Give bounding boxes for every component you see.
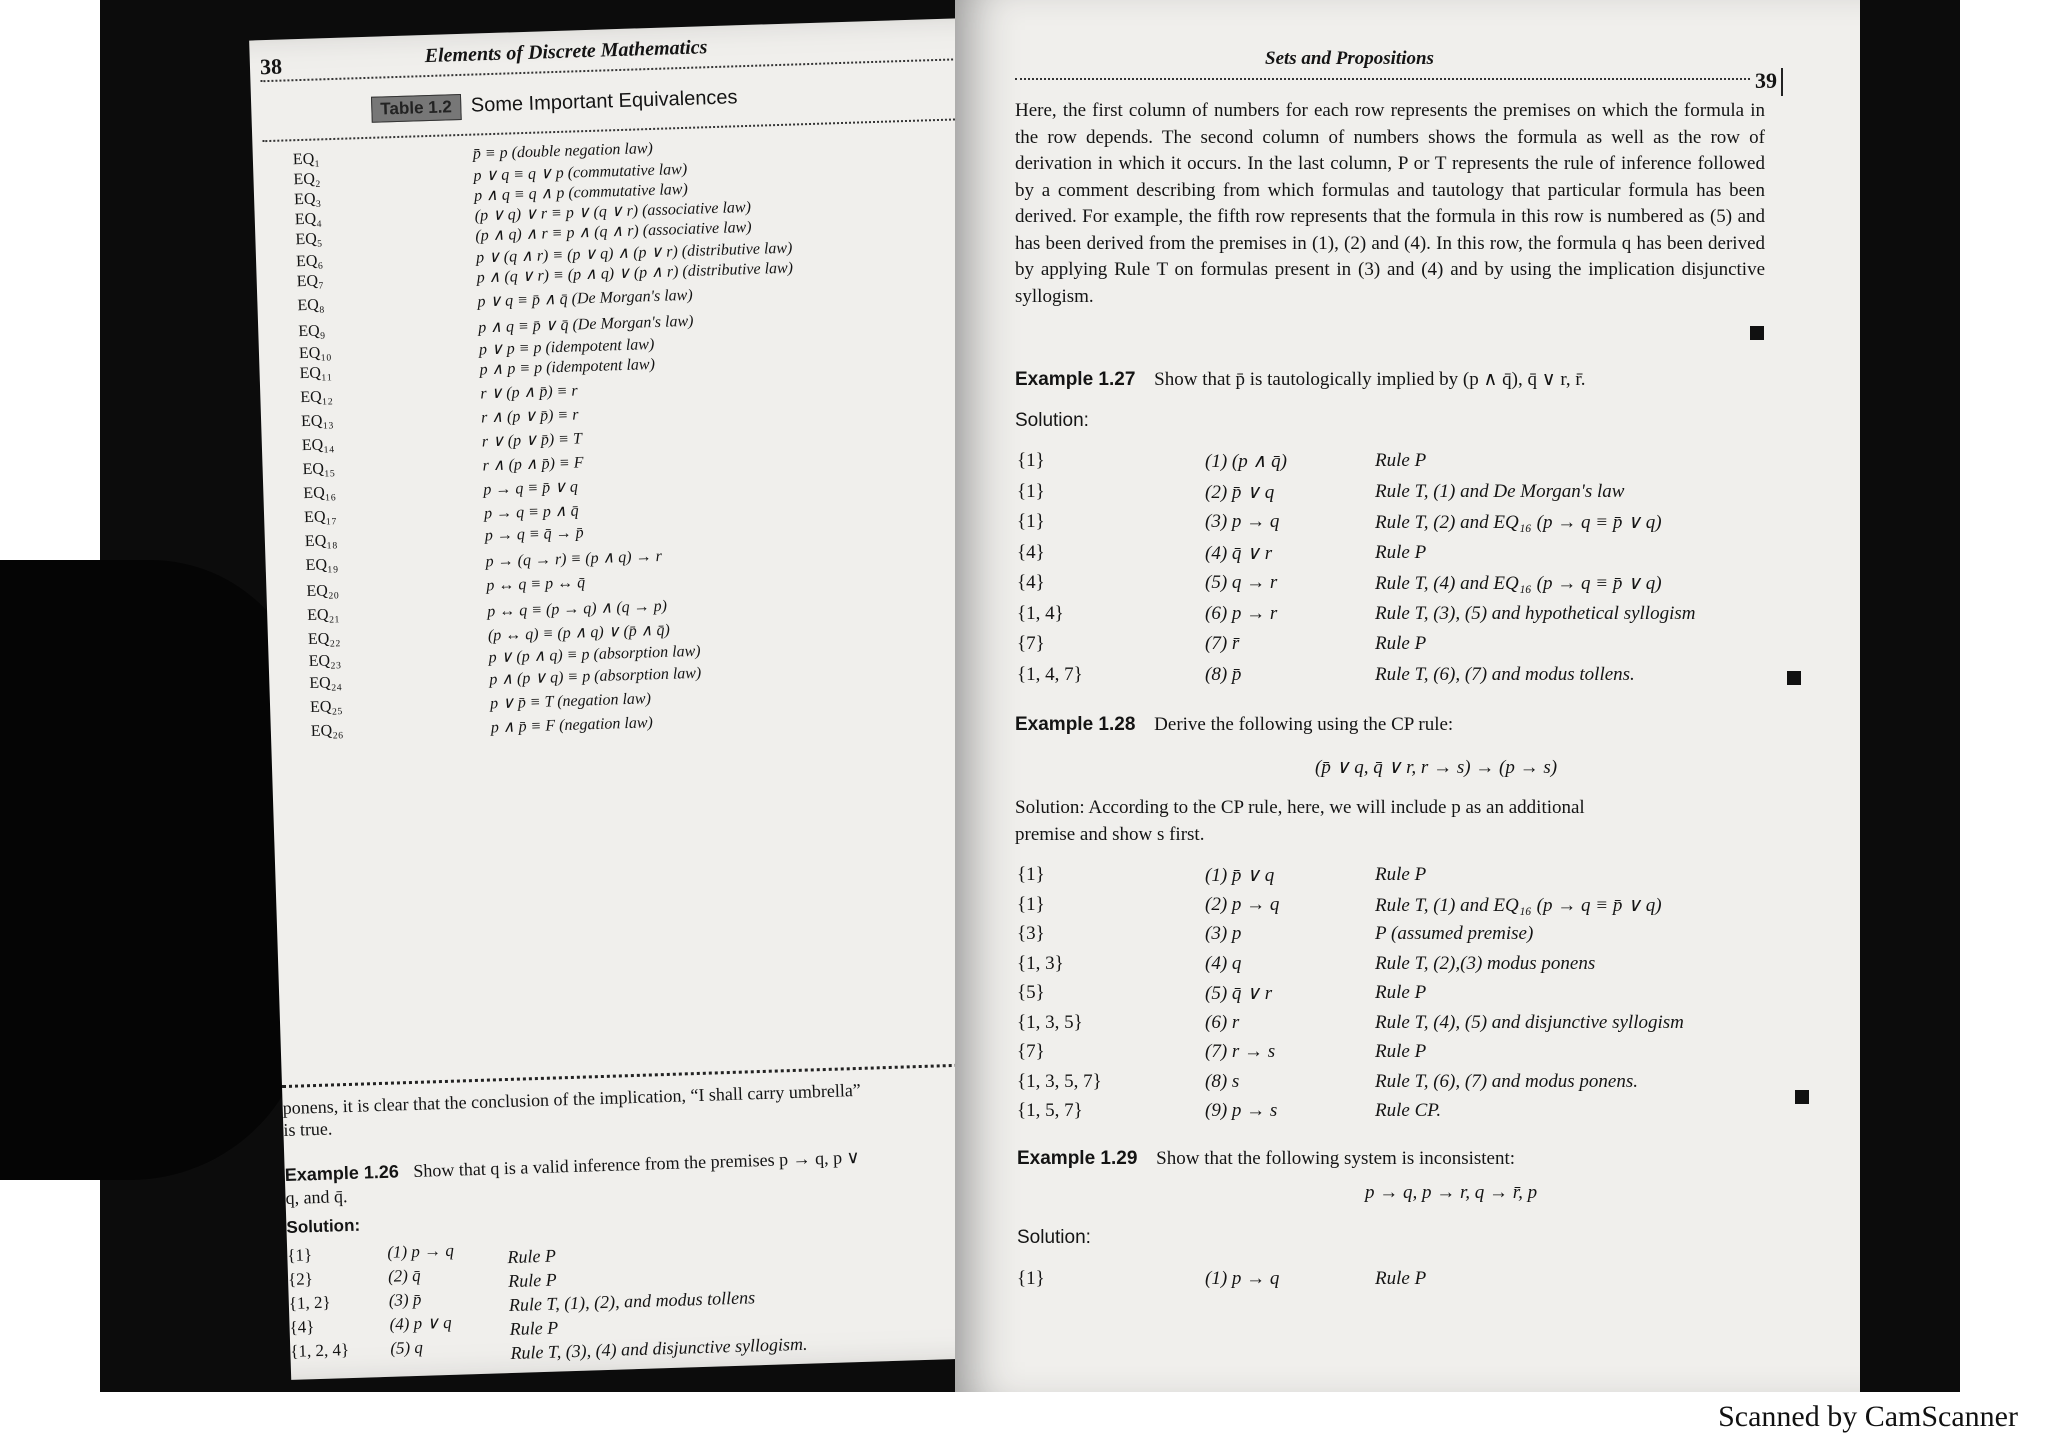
derivation-rule: Rule T, (1), (2), and modus tollens xyxy=(508,1287,756,1316)
derivation-formula: (4) q̄ ∨ r xyxy=(1205,542,1273,564)
table-label: Table 1.2 xyxy=(371,94,461,123)
camscanner-watermark: Scanned by CamScanner xyxy=(1718,1400,2018,1433)
derivation-rule: P (assumed premise) xyxy=(1375,923,1534,944)
equivalence-formula: p ∧ (p ∨ q) ≡ p (absorption law) xyxy=(489,664,702,689)
derivation-premise-set: {1} xyxy=(1017,511,1045,532)
equivalence-formula: p → q ≡ p̄ ∨ q xyxy=(483,478,579,499)
equivalence-id: EQ₁₄ xyxy=(301,436,335,455)
derivation-formula: (1) p → q xyxy=(386,1240,455,1262)
derivation-premise-set: {2} xyxy=(287,1269,314,1289)
equivalence-formula: r ∧ (p ∨ p̄) ≡ r xyxy=(480,406,579,427)
equivalence-formula: p ↔ q ≡ (p → q) ∧ (q → p) xyxy=(486,597,668,621)
equivalence-formula: (p ∧ q) ∧ r ≡ p ∧ (q ∧ r) (associative law) xyxy=(475,218,752,245)
equivalence-id: EQ₉ xyxy=(298,322,326,341)
derivation-formula: (3) p̄ xyxy=(388,1289,422,1310)
derivation-premise-set: {4} xyxy=(1017,572,1045,593)
example-1-28-label: Example 1.28 xyxy=(1015,714,1136,735)
example-1-26-label: Example 1.26 xyxy=(284,1161,400,1186)
example-1-28-heading xyxy=(1015,714,1453,736)
derivation-rule: Rule T, (4) and EQ₁₆ (p → q ≡ p̄ ∨ q) xyxy=(1375,573,1662,594)
derivation-premise-set: {1} xyxy=(1017,450,1045,471)
left-page xyxy=(249,16,1071,1380)
equivalence-id: EQ₁₂ xyxy=(300,388,334,407)
example-1-27-end-mark xyxy=(1787,671,1801,690)
derivation-premise-set: {1, 2, 4} xyxy=(290,1340,350,1361)
derivation-premise-set: {4} xyxy=(1017,541,1045,563)
derivation-formula: (7) r̄ xyxy=(1205,633,1240,654)
equivalence-id: EQ₂₁ xyxy=(306,606,340,625)
equivalence-formula: p ∨ p̄ ≡ T (negation law) xyxy=(489,690,652,713)
derivation-rule: Rule P xyxy=(1375,864,1427,885)
derivation-rule: Rule T, (1) and De Morgan's law xyxy=(1375,480,1625,502)
equivalence-formula: p ∧ p̄ ≡ F (negation law) xyxy=(490,714,654,737)
derivation-formula: (5) q̄ ∨ r xyxy=(1205,983,1273,1004)
derivation-rule: Rule P xyxy=(1375,633,1427,654)
example-1-27-text: Show that p̄ is tautologically implied by (p ∧ q̄), q̄ ∨ r, r̄. xyxy=(1154,369,1586,390)
derivation-rule: Rule T, (6), (7) and modus ponens. xyxy=(1375,1070,1638,1092)
example-1-28-text: Derive the following using the CP rule: xyxy=(1154,714,1454,735)
example-1-29-text: Show that the following system is inconsistent: xyxy=(1156,1148,1516,1169)
equivalence-id: EQ₂₅ xyxy=(309,697,343,716)
derivation-premise-set: {1, 3} xyxy=(1017,952,1064,974)
derivation-premise-set: {1} xyxy=(1017,864,1045,885)
example-1-26-heading xyxy=(284,1147,860,1186)
derivation-formula: (5) q xyxy=(389,1337,424,1358)
derivation-formula: (7) r → s xyxy=(1205,1041,1276,1062)
equivalence-formula: (p ↔ q) ≡ (p ∧ q) ∨ (p̄ ∧ q̄) xyxy=(487,621,671,645)
derivation-premise-set: {1, 3, 5, 7} xyxy=(1017,1070,1102,1092)
equivalence-id: EQ₂₄ xyxy=(309,673,343,693)
equivalence-formula: p ↔ q ≡ p ↔ q̄ xyxy=(486,574,586,595)
equivalence-id: EQ₁₅ xyxy=(302,460,336,479)
derivation-formula: (2) q̄ xyxy=(387,1265,421,1286)
left-page-number: 38 xyxy=(259,53,283,80)
equivalence-id: EQ₁₇ xyxy=(303,508,337,527)
table-title: Some Important Equivalences xyxy=(470,86,738,117)
equivalence-id: EQ₂ xyxy=(293,170,321,189)
derivation-premise-set: {7} xyxy=(1017,633,1045,654)
equivalence-formula: p ∧ (q ∨ r) ≡ (p ∧ q) ∨ (p ∧ r) (distributive law) xyxy=(476,259,794,287)
derivation-formula: (3) p → q xyxy=(1205,511,1280,532)
derivation-rule: Rule P xyxy=(1375,1268,1427,1289)
derivation-premise-set: {1} xyxy=(1017,480,1045,502)
equivalence-formula: p ∧ q ≡ p̄ ∨ q̄ (De Morgan's law) xyxy=(478,312,694,337)
derivation-formula: (3) p xyxy=(1205,923,1242,944)
intro-paragraph: Here, the first column of numbers for each row represents the premises on which the formula in the row depends. The second column of numbers shows the formula as well as the row of derivation in which it occurs. In the last column, P or T represents the rule of inference followed by a comment describing from which formulas and tautology that particular formula has been derived. For example, the fifth row represents that the formula in this row is numbered as (5) and has been derived from the premises in (1), (2) and (4). In this row, the formula q has been derived by applying Rule T on formulas present in (3) and (4) and by using the implication disjunctive syllogism. xyxy=(1015,100,1765,307)
example-1-28-end-mark xyxy=(1795,1090,1809,1109)
right-page-number: 39 xyxy=(1755,68,1777,93)
derivation-rule: Rule T, (2) and EQ₁₆ (p → q ≡ p̄ ∨ q) xyxy=(1375,512,1662,533)
example-1-28-solution-line-2: premise and show s first. xyxy=(1015,824,1205,845)
derivation-premise-set: {1, 5, 7} xyxy=(1017,1100,1083,1121)
example-1-27-heading xyxy=(1015,368,1585,391)
intro-end-mark xyxy=(1750,326,1764,345)
equivalence-id: EQ₃ xyxy=(293,190,322,209)
right-header-bar xyxy=(1781,68,1783,96)
derivation-premise-set: {1, 4} xyxy=(1017,602,1064,624)
derivation-rule: Rule T, (3), (4) and disjunctive syllogism. xyxy=(510,1333,808,1364)
equivalence-formula: p → (q → r) ≡ (p ∧ q) → r xyxy=(485,547,663,571)
derivation-rule: Rule P xyxy=(1375,982,1427,1003)
example-1-28-formula: (p̄ ∨ q, q̄ ∨ r, r → s) → (p → s) xyxy=(1315,757,1558,778)
derivation-formula: (2) p → q xyxy=(1205,893,1280,915)
equivalence-id: EQ₁₈ xyxy=(304,532,338,551)
derivation-rule: Rule P xyxy=(509,1317,559,1340)
derivation-rule: Rule T, (3), (5) and hypothetical syllogism xyxy=(1375,602,1696,624)
example-1-26-text: Show that q is a valid inference from the premises p → q, p ∨ xyxy=(412,1146,860,1181)
derivation-rule: Rule T, (6), (7) and modus tollens. xyxy=(1375,663,1635,685)
derivation-rule: Rule P xyxy=(1375,1041,1427,1062)
derivation-premise-set: {5} xyxy=(1017,982,1045,1003)
equivalence-formula: p ∨ q ≡ q ∨ p (commutative law) xyxy=(473,160,688,185)
equivalence-id: EQ₇ xyxy=(296,272,324,291)
equivalence-formula: p ∧ p ≡ p (idempotent law) xyxy=(479,355,656,379)
derivation-premise-set: {1, 4, 7} xyxy=(1017,663,1083,685)
derivation-rule: Rule T, (4), (5) and disjunctive syllogism xyxy=(1375,1011,1684,1033)
equivalence-id: EQ₂₃ xyxy=(308,652,342,671)
example-1-29-heading xyxy=(1017,1148,1515,1170)
derivation-premise-set: {1, 2} xyxy=(288,1292,331,1313)
thumb-shadow xyxy=(0,560,310,1180)
equivalence-id: EQ₅ xyxy=(295,230,323,249)
equivalence-id: EQ₁₆ xyxy=(303,484,337,503)
equivalence-id: EQ₂₂ xyxy=(307,630,341,649)
equivalence-id: EQ₁₃ xyxy=(300,412,334,431)
equivalence-id: EQ₁₉ xyxy=(305,556,339,575)
derivation-premise-set: {1, 3, 5} xyxy=(1017,1011,1083,1033)
equivalence-formula: (p ∨ q) ∨ r ≡ p ∨ (q ∨ r) (associative law) xyxy=(474,198,752,225)
derivation-formula: (2) p̄ ∨ q xyxy=(1205,481,1275,503)
equivalence-id: EQ₁₁ xyxy=(299,364,333,383)
derivation-formula: (6) r xyxy=(1205,1011,1240,1033)
example-1-28-solution-line-1: Solution: According to the CP rule, here, we will include p as an additional xyxy=(1015,797,1585,818)
equivalence-formula: p̄̄ ≡ p (double negation law) xyxy=(472,139,654,163)
derivation-formula: (4) p ∨ q xyxy=(389,1312,452,1334)
derivation-premise-set: {4} xyxy=(289,1317,315,1337)
derivation-premise-set: {7} xyxy=(1017,1041,1045,1062)
derivation-rule: Rule P xyxy=(507,1269,558,1292)
derivation-formula: (1) (p ∧ q̄) xyxy=(1205,451,1287,472)
equivalence-formula: r ∧ (p ∧ p̄) ≡ F xyxy=(482,454,584,475)
equivalence-formula: p ∨ (p ∧ q) ≡ p (absorption law) xyxy=(488,642,701,667)
derivation-rule: Rule P xyxy=(1375,450,1427,471)
derivation-premise-set: {3} xyxy=(1017,923,1045,944)
example-1-29-solution-label: Solution: xyxy=(1017,1227,1091,1248)
ponens-line-2: is true. xyxy=(283,1118,333,1141)
right-page xyxy=(955,0,1860,1392)
equivalence-id: EQ₂₀ xyxy=(306,582,340,601)
derivation-formula: (1) p → q xyxy=(1205,1268,1280,1289)
table-caption xyxy=(371,85,738,122)
equivalence-formula: r ∨ (p ∨ p̄) ≡ T xyxy=(481,430,583,451)
equivalence-formula: p ∧ q ≡ q ∧ p (commutative law) xyxy=(473,180,689,205)
derivation-rule: Rule P xyxy=(1375,541,1427,563)
equivalence-id: EQ₁ xyxy=(292,150,321,169)
derivation-premise-set: {1} xyxy=(287,1245,313,1265)
derivation-premise-set: {1} xyxy=(1017,893,1045,915)
example-1-26-solution-label: Solution: xyxy=(286,1215,361,1237)
example-1-27-label: Example 1.27 xyxy=(1015,369,1136,390)
equivalence-formula: p ∨ p ≡ p (idempotent law) xyxy=(478,336,655,359)
equivalence-formula: p ∨ q ≡ p̄ ∧ q̄ (De Morgan's law) xyxy=(477,286,693,311)
derivation-premise-set: {1} xyxy=(1017,1268,1045,1289)
equivalence-formula: p → q ≡ p ∧ q̄ xyxy=(483,502,579,523)
derivation-formula: (8) s xyxy=(1205,1070,1240,1092)
example-1-29-label: Example 1.29 xyxy=(1017,1148,1138,1169)
equivalence-id: EQ₂₆ xyxy=(310,721,344,740)
derivation-rule: Rule T, (2),(3) modus ponens xyxy=(1375,952,1596,974)
equivalence-id: EQ₈ xyxy=(297,296,325,315)
equivalence-formula: p → q ≡ q̄ → p̄ xyxy=(484,524,584,545)
derivation-formula: (4) q xyxy=(1205,952,1242,974)
derivation-formula: (6) p → r xyxy=(1205,602,1278,624)
table-bottom-rule xyxy=(282,1061,1062,1088)
derivation-rule: Rule CP. xyxy=(1375,1100,1442,1121)
example-1-29-formula: p → q, p → r, q → r̄, p xyxy=(1365,1182,1538,1203)
equivalence-id: EQ₆ xyxy=(295,252,324,271)
equivalence-id: EQ₁₀ xyxy=(298,344,332,363)
example-1-26-text-2: q, and q̄. xyxy=(285,1186,348,1209)
derivation-formula: (9) p → s xyxy=(1205,1100,1278,1121)
equivalence-id: EQ₄ xyxy=(294,210,322,229)
right-running-head: Sets and Propositions xyxy=(1265,48,1434,69)
derivation-formula: (8) p̄ xyxy=(1205,663,1242,685)
equivalence-formula: r ∨ (p ∧ p̄) ≡ r xyxy=(480,382,578,403)
derivation-rule: Rule P xyxy=(507,1245,557,1268)
equivalence-formula: p ∨ (q ∧ r) ≡ (p ∨ q) ∧ (p ∨ r) (distributive law) xyxy=(475,239,793,267)
derivation-formula: (1) p̄ ∨ q xyxy=(1205,865,1275,886)
derivation-rule: Rule T, (1) and EQ₁₆ (p → q ≡ p̄ ∨ q) xyxy=(1375,894,1662,916)
ponens-line-1: ponens, it is clear that the conclusion of the implication, “I shall carry umbrella” xyxy=(282,1079,862,1119)
right-header-rule xyxy=(1015,78,1750,80)
example-1-27-solution-label: Solution: xyxy=(1015,410,1089,431)
left-running-head: Elements of Discrete Mathematics xyxy=(424,36,708,68)
derivation-formula: (5) q → r xyxy=(1205,572,1278,593)
